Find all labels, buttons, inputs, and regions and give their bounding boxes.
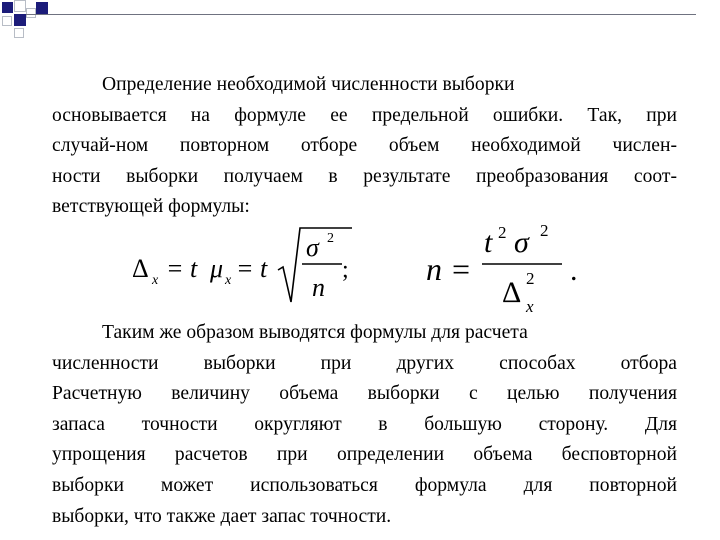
slide-decoration (0, 0, 720, 50)
formula1-mu: μ (210, 254, 224, 283)
formula2-delta-sub: x (526, 297, 534, 316)
deco-square (14, 0, 26, 12)
formula2-n: n (426, 251, 442, 287)
formula1-semicolon: ; (342, 257, 349, 283)
formula2-delta: Δ (502, 276, 522, 309)
formula1-delta: Δ (132, 254, 149, 283)
deco-square (36, 2, 48, 14)
deco-square (14, 14, 26, 26)
text-line: численности выборки при других способах отбора (52, 352, 677, 374)
text-line: ности выборки получаем в результате преобразования соот- (52, 165, 677, 187)
text-line: Определение необходимой численности выборки (102, 74, 515, 95)
formula1-delta-sub: x (152, 273, 159, 288)
formula2-eq: = (452, 251, 471, 287)
formula2-t: t (484, 226, 493, 259)
text-line: основывается на формуле ее предельной ошибки. Так, при (52, 104, 677, 126)
text-line: выборки может использоваться формула для повторной (52, 474, 677, 496)
text-line: случай-ном повторном отборе объем необходимой числен- (52, 135, 677, 157)
formula2-sigma: σ (514, 226, 529, 259)
deco-rule (26, 14, 696, 15)
formula2-period: . (570, 254, 578, 287)
text-line: Расчетную величину объема выборки с целью получения (52, 383, 677, 405)
text-line: выборки, что также дает запас точности. (52, 505, 392, 527)
text-line: Таким же образом выводятся формулы для расчета (102, 322, 528, 343)
paragraph-2 (52, 318, 677, 532)
text-line: запаса точности округляют в большую сторону. Для (52, 413, 677, 435)
paragraph-1 (52, 70, 677, 223)
formula-block (120, 222, 600, 314)
formula1-eq-t2: = t (236, 254, 268, 283)
text-line: ветствующей формулы: (52, 196, 250, 218)
formula2-t-sup: 2 (498, 223, 507, 242)
formula-svg (120, 222, 600, 314)
formula1-eq-t: = t (166, 254, 198, 283)
deco-square (2, 16, 12, 26)
text-line: упрощения расчетов при определении объема бесповторной (52, 444, 677, 466)
formula1-mu-sub: x (225, 273, 232, 288)
formula1-sigma: σ (306, 233, 319, 262)
formula1-n: n (312, 273, 325, 302)
deco-square (26, 8, 36, 18)
deco-square (2, 2, 13, 13)
formula2-delta-sup: 2 (526, 269, 535, 288)
formula2-sigma-sup: 2 (540, 221, 549, 240)
deco-square (14, 28, 24, 38)
formula1-sigma-sup: 2 (327, 231, 334, 246)
